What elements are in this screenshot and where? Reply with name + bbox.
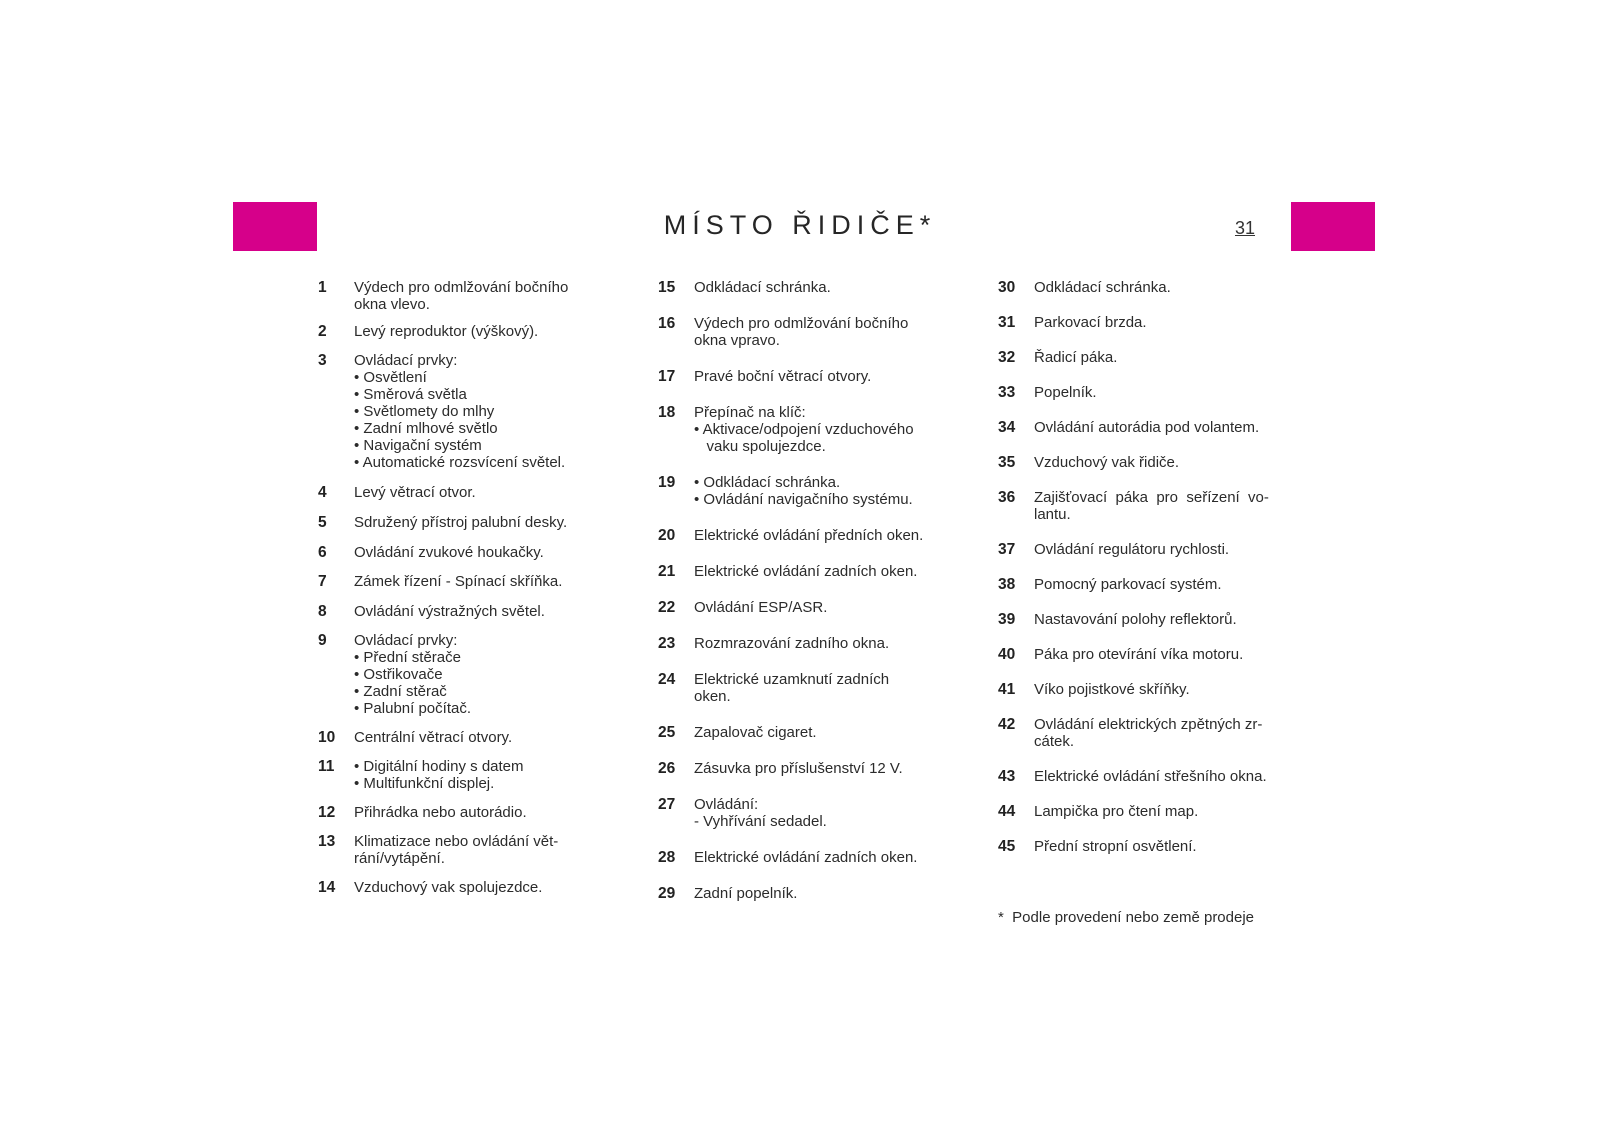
item-number: 3	[318, 352, 327, 369]
item-text-line: Centrální větrací otvory.	[354, 729, 513, 746]
item-text-line: Klimatizace nebo ovládání vět-	[354, 833, 559, 850]
item-text-line: Pomocný parkovací systém.	[1034, 576, 1222, 593]
item-text-line: • Multifunkční displej.	[354, 775, 495, 792]
item-number: 13	[318, 833, 336, 850]
legend-item	[658, 599, 958, 616]
item-text-line: Popelník.	[1034, 384, 1097, 401]
item-number: 6	[318, 544, 327, 561]
item-text-line: rání/vytápění.	[354, 850, 445, 867]
item-text-line: • Palubní počítač.	[354, 700, 471, 717]
item-text-line: Ovládání elektrických zpětných zr-	[1034, 716, 1263, 733]
column-2	[658, 279, 958, 902]
legend-item	[658, 796, 958, 830]
item-text-line: Výdech pro odmlžování bočního	[694, 315, 909, 332]
item-number: 14	[318, 879, 336, 896]
item-number: 12	[318, 804, 336, 821]
item-text-line: • Ostřikovače	[354, 666, 443, 683]
item-text-line: Páka pro otevírání víka motoru.	[1034, 646, 1244, 663]
item-text-line: Nastavování polohy reflektorů.	[1034, 611, 1237, 628]
item-text-line: Elektrické ovládání zadních oken.	[694, 849, 918, 866]
item-number: 39	[998, 611, 1016, 628]
item-text-line: Levý větrací otvor.	[354, 484, 476, 501]
item-number: 21	[658, 563, 676, 580]
item-text-line: Elektrické ovládání střešního okna.	[1034, 768, 1267, 785]
item-number: 28	[658, 849, 676, 866]
footnote: * Podle provedení nebo země prodeje	[998, 909, 1255, 926]
legend-item	[658, 635, 958, 652]
item-number: 11	[318, 758, 335, 775]
legend-item	[658, 527, 958, 544]
item-text-line: Vzduchový vak spolujezdce.	[354, 879, 543, 896]
item-text-line: okna vpravo.	[694, 332, 780, 349]
legend-item	[318, 729, 598, 746]
legend-item	[318, 758, 598, 792]
item-text-line: Pravé boční větrací otvory.	[694, 368, 872, 385]
item-number: 25	[658, 724, 676, 741]
legend-item	[318, 279, 598, 313]
legend-item	[318, 573, 598, 590]
legend-item	[998, 681, 1298, 698]
legend-item	[998, 803, 1298, 820]
legend-item	[318, 879, 598, 896]
legend-item	[658, 404, 958, 455]
legend-item	[658, 671, 958, 705]
item-text-line: Ovládání:	[694, 796, 759, 813]
item-number: 33	[998, 384, 1016, 401]
item-number: 37	[998, 541, 1016, 558]
item-number: 10	[318, 729, 336, 746]
legend-item	[998, 646, 1298, 663]
item-text-line: • Směrová světla	[354, 386, 467, 403]
item-text-line: • Ovládání navigačního systému.	[694, 491, 913, 508]
page-number: 31	[1234, 218, 1256, 238]
item-number: 15	[658, 279, 676, 296]
legend-item	[658, 760, 958, 777]
item-text-line: lantu.	[1034, 506, 1071, 523]
legend-item	[318, 323, 598, 340]
item-number: 43	[998, 768, 1016, 785]
item-text-line: • Přední stěrače	[354, 649, 461, 666]
item-number: 5	[318, 514, 327, 531]
item-text-line: Odkládací schránka.	[694, 279, 831, 296]
legend-item	[318, 632, 598, 717]
item-number: 8	[318, 603, 327, 620]
item-number: 24	[658, 671, 676, 688]
item-text-line: Zásuvka pro příslušenství 12 V.	[694, 760, 903, 777]
item-text-line: Rozmrazování zadního okna.	[694, 635, 890, 652]
item-number: 26	[658, 760, 676, 777]
legend-item	[658, 724, 958, 741]
item-text-line: Zámek řízení - Spínací skříňka.	[354, 573, 563, 590]
item-text-line: Řadicí páka.	[1034, 349, 1118, 366]
item-text-line: Výdech pro odmlžování bočního	[354, 279, 569, 296]
legend-item	[998, 541, 1298, 558]
legend-item	[998, 611, 1298, 628]
item-number: 45	[998, 838, 1016, 855]
item-number: 29	[658, 885, 676, 902]
item-text-line: Ovládání zvukové houkačky.	[354, 544, 544, 561]
legend-item	[998, 349, 1298, 366]
item-text-line: - Vyhřívání sedadel.	[694, 813, 827, 830]
legend-item	[998, 384, 1298, 401]
legend-item	[998, 279, 1298, 296]
item-number: 42	[998, 716, 1016, 733]
item-text-line: Parkovací brzda.	[1034, 314, 1147, 331]
right-color-tab	[1291, 202, 1375, 251]
legend-item	[998, 314, 1298, 331]
item-number: 31	[998, 314, 1016, 331]
legend-item	[318, 514, 598, 531]
legend-item	[318, 603, 598, 620]
item-number: 17	[658, 368, 676, 385]
item-text-line: Levý reproduktor (výškový).	[354, 323, 539, 340]
item-text-line: Ovládací prvky:	[354, 352, 458, 369]
item-text-line: Víko pojistkové skříňky.	[1034, 681, 1190, 698]
item-text-line: Ovládání výstražných světel.	[354, 603, 545, 620]
legend-item	[998, 419, 1298, 436]
legend-item	[658, 563, 958, 580]
left-color-tab	[233, 202, 317, 251]
item-text-line: vaku spolujezdce.	[694, 438, 826, 455]
item-text-line: • Aktivace/odpojení vzduchového	[694, 421, 914, 438]
item-text-line: Přepínač na klíč:	[694, 404, 806, 421]
item-text-line: • Zadní mlhové světlo	[354, 420, 498, 437]
item-text-line: • Odkládací schránka.	[694, 474, 841, 491]
item-text-line: Zapalovač cigaret.	[694, 724, 817, 741]
item-number: 2	[318, 323, 327, 340]
item-text-line: oken.	[694, 688, 731, 705]
legend-item	[318, 804, 598, 821]
item-text-line: cátek.	[1034, 733, 1075, 750]
item-text-line: Elektrické ovládání zadních oken.	[694, 563, 918, 580]
item-number: 1	[318, 279, 327, 296]
item-text-line: Ovládání ESP/ASR.	[694, 599, 828, 616]
item-text-line: Lampička pro čtení map.	[1034, 803, 1199, 820]
item-text-line: Ovládání autorádia pod volantem.	[1034, 419, 1260, 436]
item-number: 18	[658, 404, 676, 421]
item-text-line: • Osvětlení	[354, 369, 427, 386]
legend-item	[998, 716, 1298, 750]
item-text-line: Ovládání regulátoru rychlosti.	[1034, 541, 1230, 558]
item-number: 41	[998, 681, 1016, 698]
item-text-line: • Digitální hodiny s datem	[354, 758, 524, 775]
item-number: 4	[318, 484, 327, 501]
page-title: MÍSTO ŘIDIČE*	[663, 210, 937, 240]
item-text-line: Sdružený přístroj palubní desky.	[354, 514, 568, 531]
legend-item	[998, 489, 1298, 523]
legend-item	[318, 833, 598, 867]
legend-item	[998, 454, 1298, 471]
legend-item	[658, 474, 958, 508]
item-text-line: Zajišťovací páka pro seřízení vo-	[1034, 489, 1269, 506]
item-number: 35	[998, 454, 1016, 471]
item-number: 22	[658, 599, 676, 616]
item-number: 36	[998, 489, 1016, 506]
item-number: 40	[998, 646, 1016, 663]
item-number: 34	[998, 419, 1016, 436]
legend-item	[998, 576, 1298, 593]
legend-item	[318, 484, 598, 501]
item-text-line: Přední stropní osvětlení.	[1034, 838, 1197, 855]
item-text-line: Elektrické ovládání předních oken.	[694, 527, 924, 544]
item-text-line: Zadní popelník.	[694, 885, 798, 902]
item-number: 20	[658, 527, 676, 544]
legend-item	[998, 768, 1298, 785]
item-text-line: • Světlomety do mlhy	[354, 403, 495, 420]
legend-item	[658, 885, 958, 902]
legend-item	[998, 838, 1298, 855]
column-3	[998, 279, 1298, 855]
item-number: 16	[658, 315, 676, 332]
item-text-line: Přihrádka nebo autorádio.	[354, 804, 527, 821]
item-number: 19	[658, 474, 676, 491]
item-number: 27	[658, 796, 676, 813]
legend-item	[658, 279, 958, 296]
item-text-line: • Zadní stěrač	[354, 683, 447, 700]
item-number: 38	[998, 576, 1016, 593]
item-number: 30	[998, 279, 1016, 296]
item-number: 23	[658, 635, 676, 652]
legend-item	[658, 368, 958, 385]
item-number: 32	[998, 349, 1016, 366]
item-text-line: okna vlevo.	[354, 296, 430, 313]
item-text-line: Elektrické uzamknutí zadních	[694, 671, 890, 688]
legend-item	[658, 849, 958, 866]
item-text-line: • Navigační systém	[354, 437, 482, 454]
column-1	[318, 279, 598, 896]
item-text-line: Vzduchový vak řidiče.	[1034, 454, 1180, 471]
item-text-line: Odkládací schránka.	[1034, 279, 1171, 296]
legend-item	[318, 352, 598, 471]
item-text-line: Ovládací prvky:	[354, 632, 458, 649]
item-text-line: • Automatické rozsvícení světel.	[354, 454, 566, 471]
item-number: 7	[318, 573, 327, 590]
legend-item	[658, 315, 958, 349]
item-number: 9	[318, 632, 327, 649]
item-number: 44	[998, 803, 1016, 820]
legend-item	[318, 544, 598, 561]
